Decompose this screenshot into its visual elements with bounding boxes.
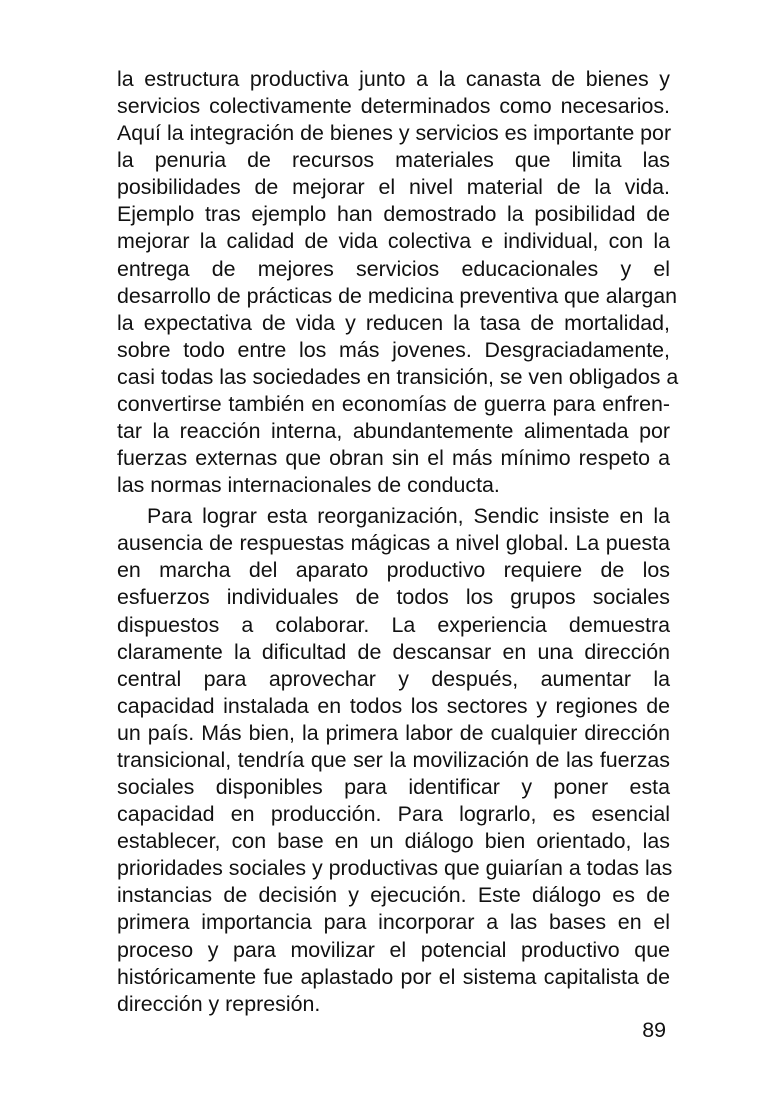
text-line: transicional, tendría que ser la movilización de las fuerzas [117, 747, 670, 772]
text-line: un país. Más bien, la primera labor de cualquier dirección [117, 720, 670, 745]
text-line: capacidad instalada en todos los sectores y regiones de [117, 693, 670, 718]
text-line: esfuerzos individuales de todos los grupos sociales [117, 585, 670, 610]
text-line: dirección y represión. [117, 991, 321, 1016]
text-line: sobre todo entre los más jovenes. Desgraciadamente, [117, 337, 670, 362]
text-line: la expectativa de vida y reducen la tasa de mortalidad, [117, 310, 670, 335]
text-line: central para aprovechar y después, aumentar la [117, 666, 670, 691]
text-line: sociales disponibles para identificar y poner esta [117, 775, 670, 800]
text-line: entrega de mejores servicios educacionales y el [117, 256, 670, 281]
text-line: servicios colectivamente determinados como necesarios. [117, 94, 670, 119]
paragraph-1 [117, 66, 679, 499]
text-line: históricamente fue aplastado por el sistema capitalista de [117, 964, 670, 989]
text-line: primera importancia para incorporar a las bases en el [117, 910, 670, 935]
paragraph-2 [117, 503, 673, 1017]
text-line: dispuestos a colaborar. La experiencia demuestra [117, 612, 670, 637]
text-line: ausencia de respuestas mágicas a nivel global. La puesta [117, 531, 670, 556]
text-line: convertirse también en economías de guerra para enfren- [117, 391, 670, 416]
text-line: posibilidades de mejorar el nivel material de la vida. [117, 175, 670, 200]
text-line: tar la reacción interna, abundantemente alimentada por [117, 419, 670, 444]
text-line: establecer, con base en un diálogo bien orientado, las [117, 829, 670, 854]
text-line: proceso y para movilizar el potencial productivo que [117, 937, 670, 962]
text-line: la penuria de recursos materiales que limita las [117, 148, 670, 173]
body-text [117, 66, 679, 1018]
text-line: las normas internacionales de conducta. [117, 473, 500, 498]
text-line: instancias de decisión y ejecución. Este diálogo es de [117, 883, 670, 908]
text-line: casi todas las sociedades en transición, se ven obligados a [117, 364, 679, 389]
text-line: mejorar la calidad de vida colectiva e individual, con la [117, 229, 670, 254]
text-line: fuerzas externas que obran sin el más mínimo respeto a [117, 446, 670, 471]
text-line: capacidad en producción. Para lograrlo, es esencial [117, 802, 670, 827]
text-line: Ejemplo tras ejemplo han demostrado la posibilidad de [117, 202, 670, 227]
text-line: Aquí la integración de bienes y servicios es importante por [117, 121, 672, 146]
page-number: 89 [642, 1018, 666, 1042]
text-line: prioridades sociales y productivas que guiarían a todas las [117, 856, 673, 881]
text-line: en marcha del aparato productivo requiere de los [117, 558, 670, 583]
text-line: desarrollo de prácticas de medicina preventiva que alargan [117, 283, 678, 308]
text-line: Para lograr esta reorganización, Sendic insiste en la [147, 504, 670, 529]
text-line: la estructura productiva junto a la canasta de bienes y [117, 67, 670, 91]
text-line: claramente la dificultad de descansar en una dirección [117, 639, 670, 664]
